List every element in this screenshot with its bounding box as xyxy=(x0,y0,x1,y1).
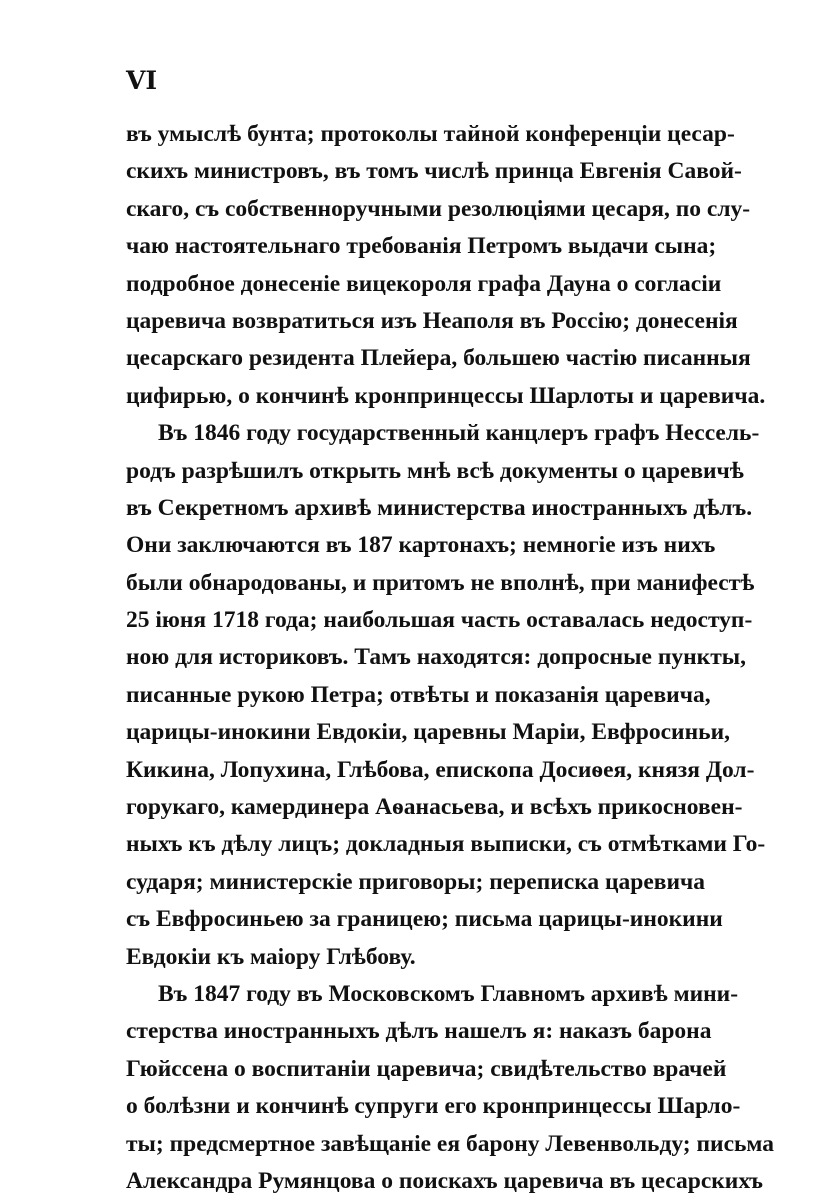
text-line: Гюйссена о воспитаніи царевича; свидѣтельство врачей xyxy=(126,1055,727,1082)
text-line: царицы-инокини Евдокіи, царевны Маріи, Евфросиньи, xyxy=(126,719,730,746)
text-line: ты; предсмертное завѣщаніе ея барону Левенвольду; письма xyxy=(126,1130,775,1157)
text-line: горукаго, камердинера Аѳанасьева, и всѣхъ прикосновен- xyxy=(126,794,743,821)
text-line: ныхъ къ дѣлу лицъ; докладныя выписки, съ отмѣтками Го- xyxy=(126,831,766,858)
text-line: Александра Румянцова о поискахъ царевича въ цесарскихъ xyxy=(126,1167,763,1194)
text-line: 25 іюня 1718 года; наибольшая часть оставалась недоступ- xyxy=(126,607,753,634)
text-line: Они заключаются въ 187 картонахъ; немногіе изъ нихъ xyxy=(126,532,716,559)
text-line: цесарскаго резидента Плейера, большею частію писанныя xyxy=(126,345,751,372)
text-line: подробное донесеніе вицекороля графа Дауна о согласіи xyxy=(126,270,722,297)
text-line: писанные рукою Петра; отвѣты и показанія царевича, xyxy=(126,681,711,708)
text-line: въ Секретномъ архивѣ министерства иностранныхъ дѣлъ. xyxy=(126,494,753,521)
text-line: съ Евфросиньею за границею; письма царицы-инокини xyxy=(126,906,723,933)
text-line: были обнародованы, и притомъ не вполнѣ, при манифестѣ xyxy=(126,569,755,596)
text-line: родъ разрѣшилъ открыть мнѣ всѣ документы о царевичѣ xyxy=(126,457,744,484)
text-line: Въ 1847 году въ Московскомъ Главномъ архивѣ мини- xyxy=(158,980,739,1007)
text-line: чаю настоятельнаго требованія Петромъ выдачи сына; xyxy=(126,233,717,260)
text-line: скаго, съ собственноручными резолюціями цесаря, по слу- xyxy=(126,195,751,222)
text-line: стерства иностранныхъ дѣлъ нашелъ я: наказъ барона xyxy=(126,1018,712,1045)
text-line: ною для историковъ. Тамъ находятся: допросные пункты, xyxy=(126,644,746,671)
text-line: Кикина, Лопухина, Глѣбова, епископа Досиѳея, князя Дол- xyxy=(126,756,755,783)
text-line: царевича возвратиться изъ Неаполя въ Россію; донесенія xyxy=(126,307,738,334)
text-line: въ умыслѣ бунта; протоколы тайной конференціи цесар- xyxy=(126,121,735,147)
text-line: Евдокіи къ маіору Глѣбову. xyxy=(126,943,416,970)
text-line: о болѣзни и кончинѣ супруги его кронпринцессы Шарло- xyxy=(126,1093,741,1120)
paragraph-3 xyxy=(126,976,775,1200)
page-number: VI xyxy=(126,66,158,95)
body-text xyxy=(126,116,775,1200)
text-line: цифирью, о кончинѣ кронпринцессы Шарлоты и царевича. xyxy=(126,382,766,409)
text-line: сударя; министерскіе приговоры; переписка царевича xyxy=(126,868,706,895)
text-line: Въ 1846 году государственный канцлеръ графъ Нессель- xyxy=(158,420,760,447)
paragraph-1 xyxy=(126,116,766,415)
text-line: скихъ министровъ, въ томъ числѣ принца Евгенія Савой- xyxy=(126,158,742,185)
paragraph-2 xyxy=(126,415,766,976)
